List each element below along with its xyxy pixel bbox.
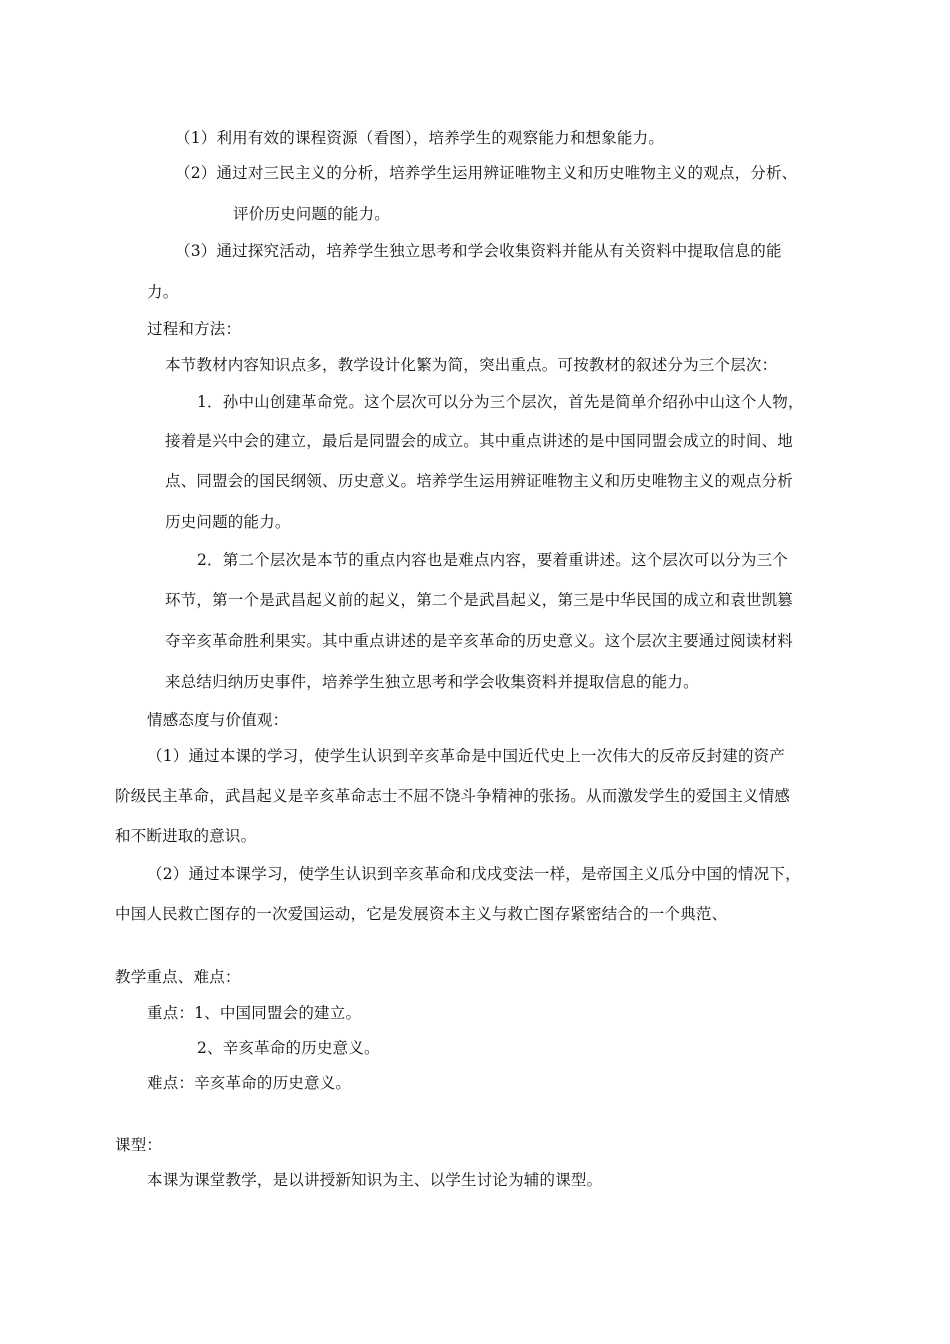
attitude-item-1-line-3: 和不断进取的意识。 [115, 827, 257, 845]
level-1-line-3: 点、同盟会的国民纲领、历史意义。培养学生运用辨证唯物主义和历史唯物主义的观点分析 [165, 472, 794, 490]
attitude-item-2-line-1: （2）通过本课学习，使学生认识到辛亥革命和戊戌变法一样，是帝国主义瓜分中国的情况下， [147, 865, 801, 883]
ability-item-2-line-1: （2）通过对三民主义的分析，培养学生运用辨证唯物主义和历史唯物主义的观点，分析、 [175, 164, 798, 182]
level-2-line-3: 夺辛亥革命胜利果实。其中重点讲述的是辛亥革命的历史意义。这个层次主要通过阅读材料 [165, 632, 794, 650]
attitude-item-1-line-2: 阶级民主革命，武昌起义是辛亥革命志士不屈不饶斗争精神的张扬。从而激发学生的爱国主义情感 [115, 787, 791, 805]
ability-item-3-line-1: （3）通过探究活动，培养学生独立思考和学会收集资料并能从有关资料中提取信息的能 [175, 242, 782, 260]
ability-item-3-line-2: 力。 [147, 283, 179, 301]
heading-process-method: 过程和方法： [147, 320, 242, 338]
level-2-line-1: 2．第二个层次是本节的重点内容也是难点内容，要着重讲述。这个层次可以分为三个 [197, 551, 788, 569]
difficult-point: 难点：辛亥革命的历史意义。 [147, 1074, 352, 1092]
process-intro: 本节教材内容知识点多，教学设计化繁为简，突出重点。可按教材的叙述分为三个层次： [165, 356, 778, 374]
attitude-item-2-line-2: 中国人民救亡图存的一次爱国运动，它是发展资本主义与救亡图存紧密结合的一个典范、 [115, 905, 728, 923]
ability-item-1: （1）利用有效的课程资源（看图），培养学生的观察能力和想象能力。 [175, 129, 665, 147]
lesson-type-text: 本课为课堂教学，是以讲授新知识为主、以学生讨论为辅的课型。 [147, 1171, 603, 1189]
key-point-2: 2、辛亥革命的历史意义。 [197, 1039, 380, 1057]
heading-key-difficult-points: 教学重点、难点： [115, 968, 241, 986]
heading-lesson-type: 课型： [115, 1136, 163, 1154]
attitude-item-1-line-1: （1）通过本课的学习，使学生认识到辛亥革命是中国近代史上一次伟大的反帝反封建的资产 [147, 747, 786, 765]
key-point-1: 重点：1、中国同盟会的建立。 [147, 1004, 362, 1022]
ability-item-2-line-2: 评价历史问题的能力。 [233, 205, 391, 223]
level-1-line-4: 历史问题的能力。 [165, 513, 291, 531]
level-2-line-4: 来总结归纳历史事件，培养学生独立思考和学会收集资料并提取信息的能力。 [165, 673, 699, 691]
level-1-line-1: 1．孙中山创建革命党。这个层次可以分为三个层次，首先是简单介绍孙中山这个人物， [197, 393, 804, 411]
heading-attitude-values: 情感态度与价值观： [147, 711, 289, 729]
level-1-line-2: 接着是兴中会的建立，最后是同盟会的成立。其中重点讲述的是中国同盟会成立的时间、地 [165, 432, 794, 450]
level-2-line-2: 环节，第一个是武昌起义前的起义，第二个是武昌起义，第三是中华民国的成立和袁世凯篡 [165, 591, 794, 609]
